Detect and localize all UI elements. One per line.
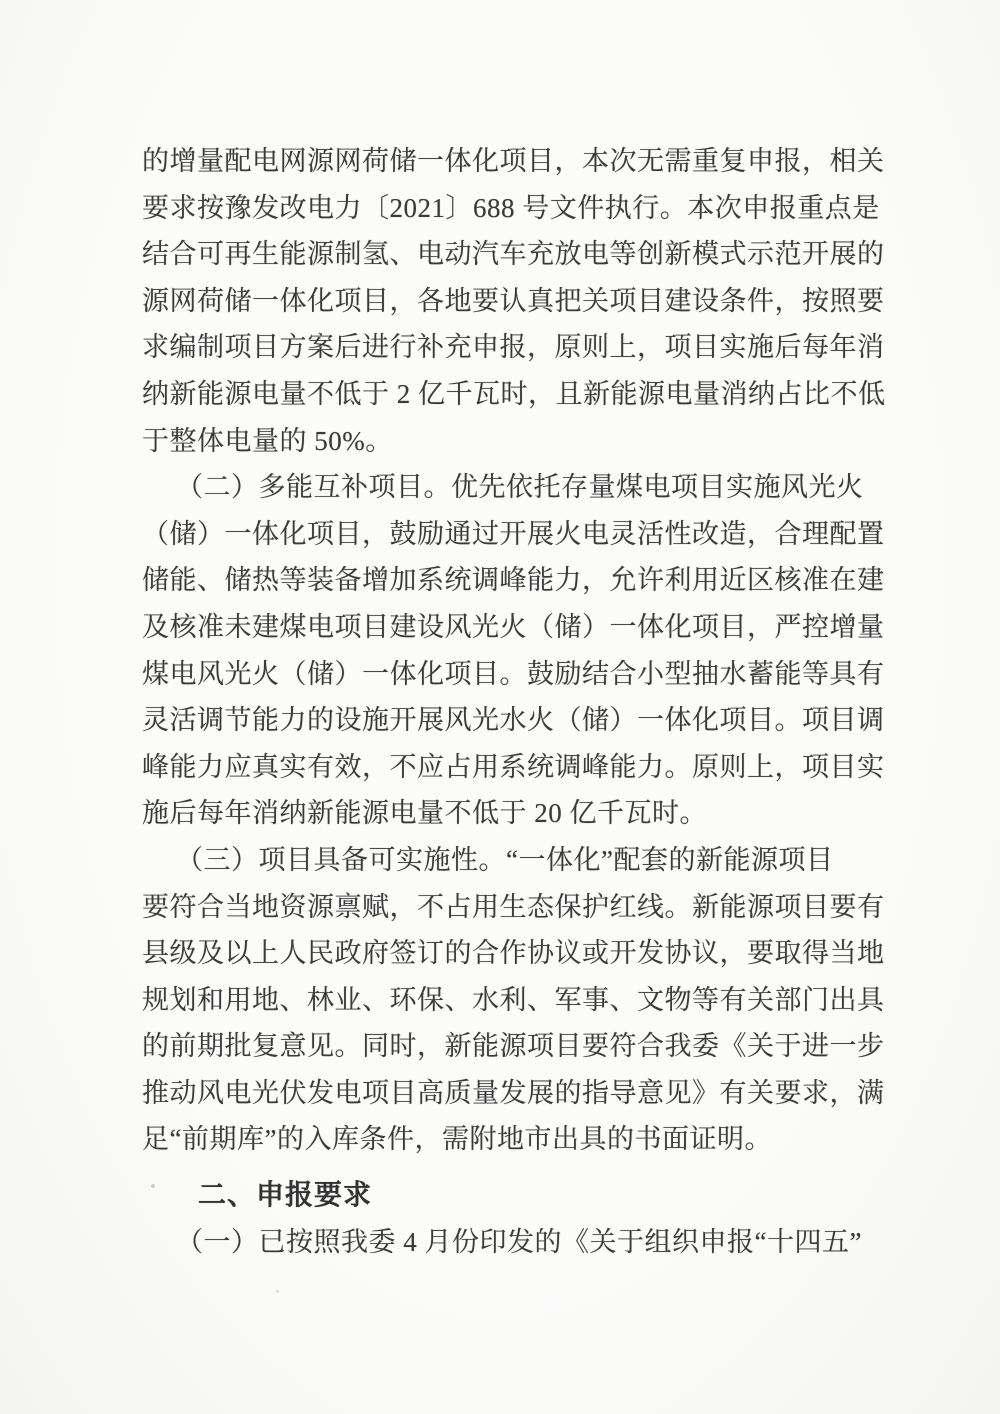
- section-heading: 二、申报要求: [198, 1179, 373, 1211]
- document-line: 及核准未建煤电项目建设风光火（储）一体化项目，严控增量: [142, 611, 885, 642]
- document-line: 规划和用地、林业、环保、水利、军事、文物等有关部门出具: [142, 984, 885, 1015]
- document-line: 施后每年消纳新能源电量不低于 20 亿千瓦时。: [142, 798, 707, 829]
- document-line: 的前期批复意见。同时，新能源项目要符合我委《关于进一步: [142, 1031, 885, 1062]
- document-line: 县级及以上人民政府签订的合作协议或开发协议，要取得当地: [142, 938, 885, 969]
- document-line: 煤电风光火（储）一体化项目。鼓励结合小型抽水蓄能等具有: [142, 658, 885, 689]
- document-line: （储）一体化项目，鼓励通过开展火电灵活性改造，合理配置: [142, 518, 885, 549]
- document-line: 源网荷储一体化项目，各地要认真把关项目建设条件，按照要: [142, 285, 885, 316]
- document-text-block: [142, 138, 886, 1265]
- document-line: 的增量配电网源网荷储一体化项目，本次无需重复申报，相关: [142, 146, 885, 176]
- document-line: （三）项目具备可实施性。“一体化”配套的新能源项目: [176, 844, 834, 875]
- document-line: （一）已按照我委 4 月份印发的《关于组织申报“十四五”: [176, 1226, 862, 1257]
- document-line: 要求按豫发改电力〔2021〕688 号文件执行。本次申报重点是: [142, 192, 880, 223]
- document-line: 结合可再生能源制氢、电动汽车充放电等创新模式示范开展的: [142, 239, 885, 270]
- document-line: 纳新能源电量不低于 2 亿千瓦时，且新能源电量消纳占比不低: [142, 378, 886, 409]
- scan-speck: [151, 1184, 155, 1188]
- document-line: 要符合当地资源禀赋，不占用生态保护红线。新能源项目要有: [142, 891, 885, 922]
- document-line: 求编制项目方案后进行补充申报，原则上，项目实施后每年消: [142, 332, 885, 363]
- document-line: 于整体电量的 50%。: [142, 425, 393, 456]
- document-line: 储能、储热等装备增加系统调峰能力，允许利用近区核准在建: [142, 565, 885, 596]
- document-line: （二）多能互补项目。优先依托存量煤电项目实施风光火: [176, 472, 864, 503]
- document-line: 足“前期库”的入库条件，需附地市出具的书面证明。: [142, 1124, 772, 1155]
- document-line: 灵活调节能力的设施开展风光水火（储）一体化项目。项目调: [142, 705, 885, 736]
- scan-speck: [276, 1290, 279, 1293]
- document-line: 峰能力应真实有效，不应占用系统调峰能力。原则上，项目实: [142, 751, 885, 782]
- document-line: 推动风电光伏发电项目高质量发展的指导意见》有关要求，满: [142, 1077, 885, 1108]
